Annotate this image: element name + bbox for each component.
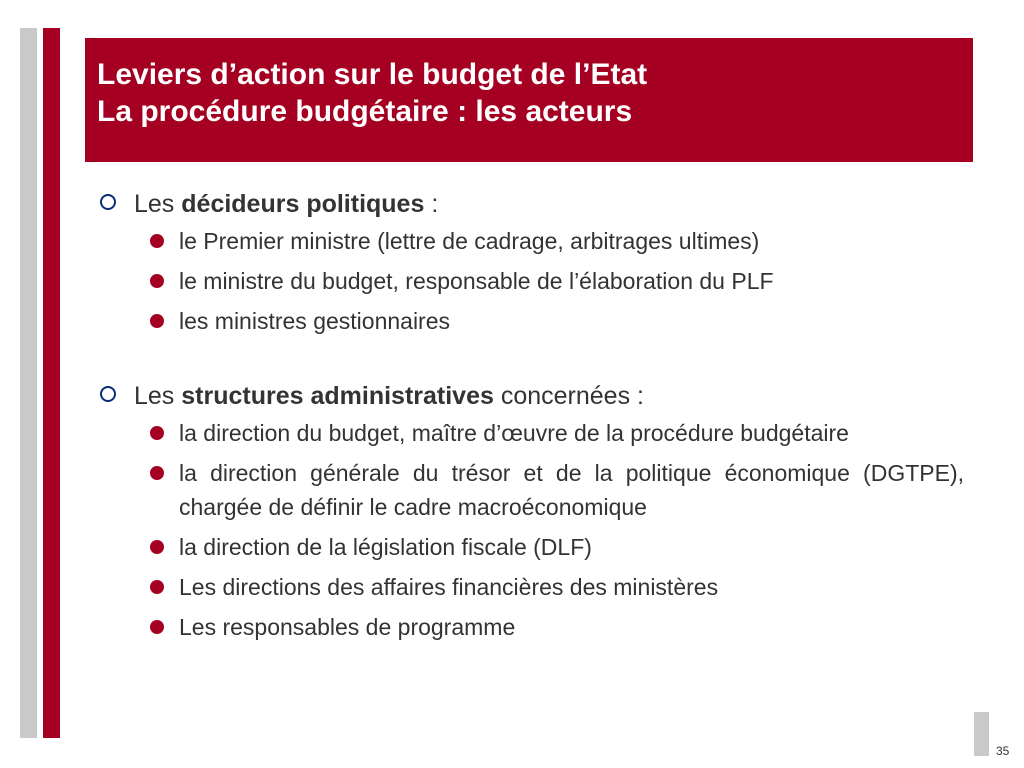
list-item [98,304,964,338]
slide-title-line-1: Leviers d’action sur le budget de l’Etat [97,58,648,91]
slide-title-line-2: La procédure budgétaire : les acteurs [97,95,633,128]
section-heading-suffix: : [424,190,439,218]
list-item [98,530,964,564]
list-item [98,570,964,604]
list-item [98,264,964,298]
section-heading-prefix: Les [134,190,182,218]
filled-circle-bullet-icon [150,314,164,328]
section-heading-suffix: concernées : [493,382,644,410]
list-item [98,416,964,450]
left-decor-bar-red [43,28,60,738]
list-item [98,610,964,644]
list-item-text: la direction générale du trésor et de la politique économique (DGTPE), chargée de définir le cadre macroéconomique [179,460,964,520]
list-item-text: Les responsables de programme [179,614,516,640]
list-item-text: la direction du budget, maître d’œuvre de la procédure budgétaire [179,420,849,446]
list-item [98,456,964,524]
filled-circle-bullet-icon [150,426,164,440]
list-item-text: la direction de la législation fiscale (DLF) [179,534,592,560]
list-item-text: le ministre du budget, responsable de l’élaboration du PLF [179,268,774,294]
filled-circle-bullet-icon [150,234,164,248]
list-item [98,224,964,258]
footer-decor-bar [974,712,989,756]
hollow-circle-bullet-icon [100,194,116,210]
page-number: 35 [996,744,1010,758]
hollow-circle-bullet-icon [100,386,116,402]
section-heading-decideurs [98,186,964,222]
filled-circle-bullet-icon [150,620,164,634]
filled-circle-bullet-icon [150,466,164,480]
list-item-text: le Premier ministre (lettre de cadrage, arbitrages ultimes) [179,228,760,254]
section-heading-structures [98,378,964,414]
slide-title-box [85,38,973,162]
filled-circle-bullet-icon [150,580,164,594]
section-heading-bold: structures administratives [181,382,494,410]
left-decor-bar-gray [20,28,37,738]
section-spacer [98,338,964,378]
section-heading-prefix: Les [134,382,182,410]
filled-circle-bullet-icon [150,540,164,554]
filled-circle-bullet-icon [150,274,164,288]
list-item-text: les ministres gestionnaires [179,308,451,334]
slide-content [98,186,964,644]
section-heading-bold: décideurs politiques [181,190,425,218]
list-item-text: Les directions des affaires financières des ministères [179,574,719,600]
